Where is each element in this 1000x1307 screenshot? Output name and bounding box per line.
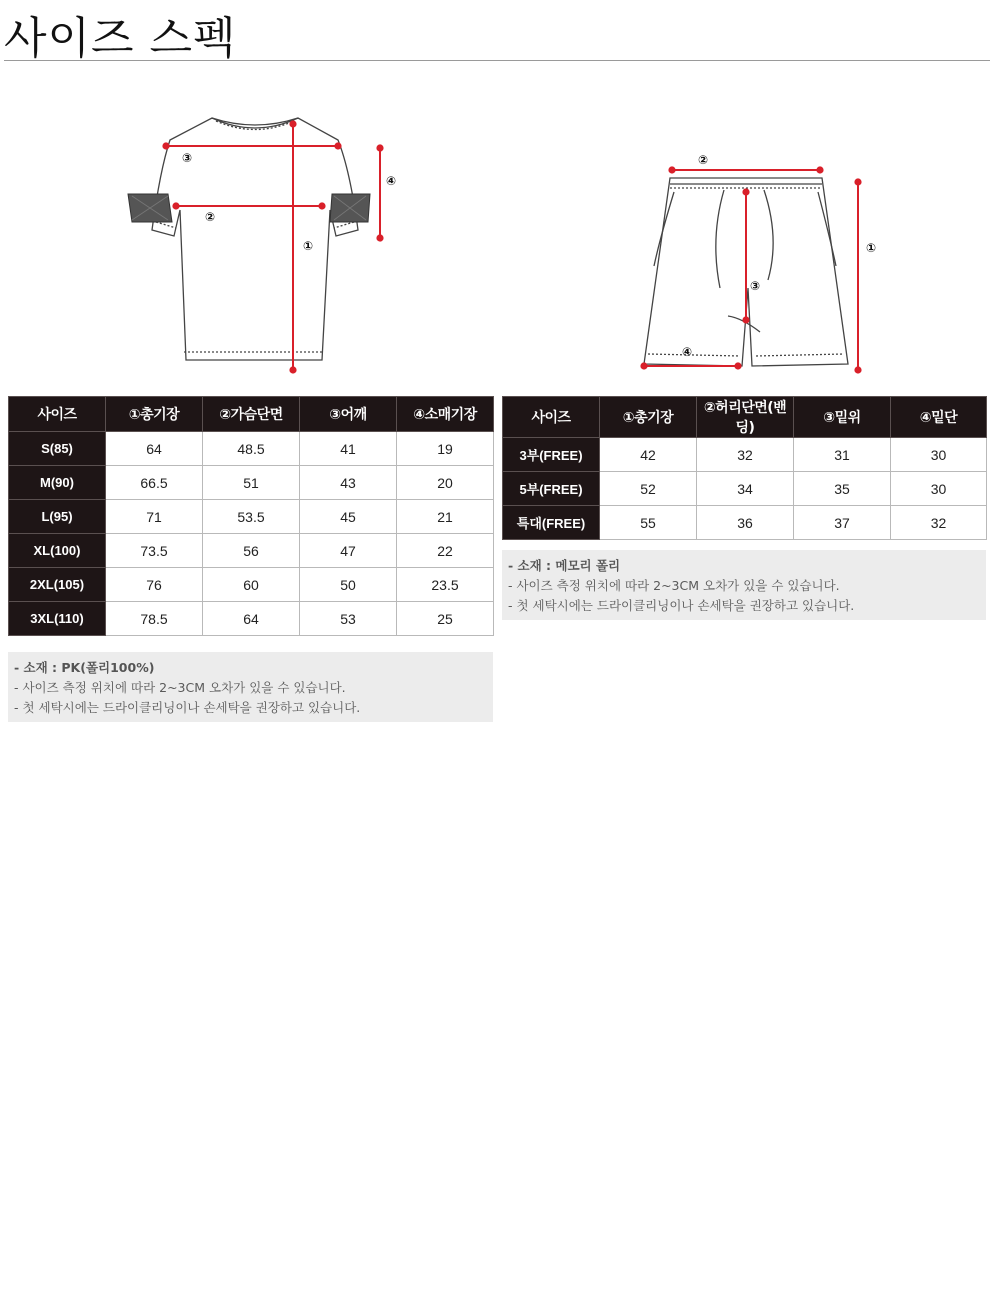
size-cell: 2XL(105) <box>9 568 106 602</box>
table-row <box>9 466 494 500</box>
table-row <box>503 438 987 472</box>
size-cell: L(95) <box>9 500 106 534</box>
table-row <box>9 432 494 466</box>
table-cell: 30 <box>891 472 987 506</box>
column-header-rise: ③밑위 <box>794 397 891 438</box>
table-cell: 37 <box>794 506 891 540</box>
table-cell: 52 <box>600 472 697 506</box>
size-cell: S(85) <box>9 432 106 466</box>
size-cell: 3부(FREE) <box>503 438 600 472</box>
shorts-marker-3: ③ <box>750 279 761 293</box>
column-header-size: 사이즈 <box>9 397 106 432</box>
table-cell: 53.5 <box>203 500 300 534</box>
table-cell: 48.5 <box>203 432 300 466</box>
table-cell: 35 <box>794 472 891 506</box>
table-cell: 64 <box>106 432 203 466</box>
table-cell: 19 <box>397 432 494 466</box>
table-header-row <box>503 397 987 438</box>
size-cell: 3XL(110) <box>9 602 106 636</box>
washing-note: - 첫 세탁시에는 드라이클리닝이나 손세탁을 권장하고 있습니다. <box>14 700 361 715</box>
column-header-size: 사이즈 <box>503 397 600 438</box>
table-cell: 45 <box>300 500 397 534</box>
column-header-chest: ②가슴단면 <box>203 397 300 432</box>
material-note: - 소재 : 메모리 폴리 <box>508 558 621 573</box>
table-cell: 76 <box>106 568 203 602</box>
size-cell: 특대(FREE) <box>503 506 600 540</box>
table-cell: 71 <box>106 500 203 534</box>
table-row <box>9 500 494 534</box>
washing-note: - 첫 세탁시에는 드라이클리닝이나 손세탁을 권장하고 있습니다. <box>508 598 855 613</box>
title-divider <box>4 60 990 61</box>
table-row <box>9 602 494 636</box>
table-cell: 42 <box>600 438 697 472</box>
size-cell: 5부(FREE) <box>503 472 600 506</box>
table-cell: 43 <box>300 466 397 500</box>
shorts-marker-1: ① <box>866 241 877 255</box>
tshirt-marker-2: ② <box>205 210 216 224</box>
material-note: - 소재 : PK(폴리100%) <box>14 660 155 675</box>
table-cell: 47 <box>300 534 397 568</box>
tshirt-marker-1: ① <box>303 239 314 253</box>
shorts-notes <box>502 550 986 620</box>
tshirt-diagram <box>110 110 410 380</box>
table-cell: 25 <box>397 602 494 636</box>
shorts-marker-2: ② <box>698 153 709 167</box>
table-cell: 50 <box>300 568 397 602</box>
table-cell: 56 <box>203 534 300 568</box>
table-cell: 66.5 <box>106 466 203 500</box>
table-cell: 53 <box>300 602 397 636</box>
table-cell: 64 <box>203 602 300 636</box>
size-cell: XL(100) <box>9 534 106 568</box>
tshirt-size-table <box>8 396 494 636</box>
table-cell: 32 <box>697 438 794 472</box>
table-cell: 21 <box>397 500 494 534</box>
tshirt-notes <box>8 652 493 722</box>
table-row <box>503 506 987 540</box>
size-cell: M(90) <box>9 466 106 500</box>
table-cell: 55 <box>600 506 697 540</box>
table-row <box>503 472 987 506</box>
shorts-marker-4: ④ <box>682 345 693 359</box>
tshirt-marker-3: ③ <box>182 151 193 165</box>
tolerance-note: - 사이즈 측정 위치에 따라 2~3CM 오차가 있을 수 있습니다. <box>508 578 840 593</box>
column-header-waist: ②허리단면(밴딩) <box>697 397 794 438</box>
shorts-diagram <box>630 148 890 378</box>
table-cell: 22 <box>397 534 494 568</box>
table-cell: 73.5 <box>106 534 203 568</box>
table-cell: 31 <box>794 438 891 472</box>
table-row <box>9 568 494 602</box>
table-cell: 32 <box>891 506 987 540</box>
table-cell: 51 <box>203 466 300 500</box>
page-title: 사이즈 스펙 <box>4 13 237 64</box>
table-cell: 36 <box>697 506 794 540</box>
tolerance-note: - 사이즈 측정 위치에 따라 2~3CM 오차가 있을 수 있습니다. <box>14 680 346 695</box>
shorts-size-table <box>502 396 987 540</box>
table-cell: 60 <box>203 568 300 602</box>
tshirt-marker-4: ④ <box>386 174 397 188</box>
table-row <box>9 534 494 568</box>
table-cell: 20 <box>397 466 494 500</box>
table-cell: 23.5 <box>397 568 494 602</box>
table-cell: 78.5 <box>106 602 203 636</box>
table-cell: 41 <box>300 432 397 466</box>
table-cell: 34 <box>697 472 794 506</box>
table-cell: 30 <box>891 438 987 472</box>
column-header-shoulder: ③어깨 <box>300 397 397 432</box>
column-header-sleeve: ④소매기장 <box>397 397 494 432</box>
table-header-row <box>9 397 494 432</box>
column-header-total-length: ①총기장 <box>600 397 697 438</box>
column-header-hem: ④밑단 <box>891 397 987 438</box>
column-header-total-length: ①총기장 <box>106 397 203 432</box>
